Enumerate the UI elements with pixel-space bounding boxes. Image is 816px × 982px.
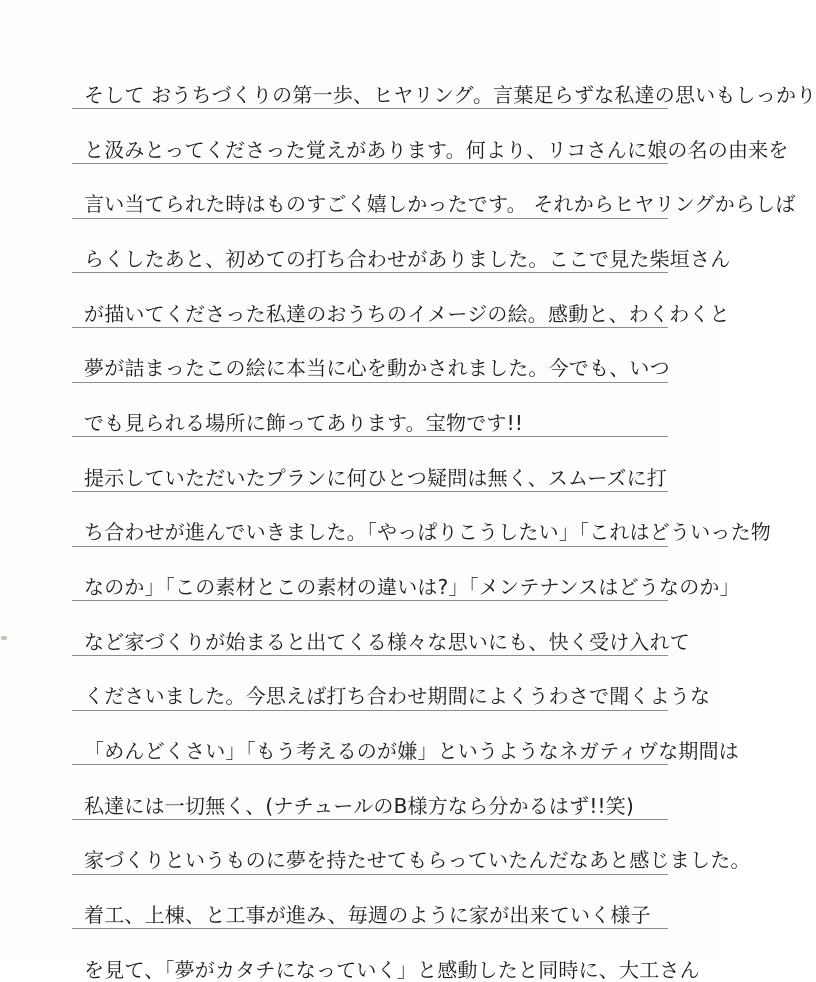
handwritten-line: なのか」「この素材とこの素材の違いは?」「メンテナンスはどうなのか」	[84, 575, 740, 599]
ruled-line	[72, 764, 668, 765]
handwritten-line: を見て、「夢がカタチになっていく」と感動したと同時に、大工さん	[84, 958, 700, 982]
ruled-line	[72, 327, 668, 328]
ruled-line	[72, 874, 668, 875]
handwritten-line: が描いてくださった私達のおうちのイメージの絵。感動と、わくわくと	[84, 302, 730, 326]
ruled-line	[72, 108, 668, 109]
ruled-line	[72, 819, 668, 820]
ruled-line	[72, 710, 668, 711]
ruled-line	[72, 382, 668, 383]
handwritten-line: 提示していただいたプランに何ひとつ疑問は無く、スムーズに打	[84, 466, 667, 490]
ruled-line	[72, 928, 668, 929]
handwritten-line: 私達には一切無く、(ナチュールのB様方なら分かるはず!!笑)	[84, 794, 634, 818]
handwritten-line: 「めんどくさい」「もう考えるのが嫌」というようなネガティヴな期間は	[84, 739, 739, 763]
ruled-line	[72, 600, 668, 601]
handwritten-line: 夢が詰まったこの絵に本当に心を動かされました。今でも、いつ	[84, 356, 670, 380]
ruled-line	[72, 436, 668, 437]
handwritten-line: らくしたあと、初めての打ち合わせがありました。ここで見た柴垣さん	[84, 247, 731, 271]
handwritten-line: 家づくりというものに夢を持たせてもらっていたんだなあと感じました。	[84, 848, 751, 872]
ruled-line	[72, 655, 668, 656]
ruled-line	[72, 491, 668, 492]
ruled-line	[72, 163, 668, 164]
handwritten-line: など家づくりが始まると出てくる様々な思いにも、快く受け入れて	[84, 630, 690, 654]
paper-edge-mark	[1, 636, 7, 640]
handwritten-line: そして おうちづくりの第一歩、ヒヤリング。言葉足らずな私達の思いもしっかり	[84, 83, 816, 107]
handwritten-line: くださいました。今思えば打ち合わせ期間によくうわさで聞くような	[84, 684, 711, 708]
handwritten-line: でも見られる場所に飾ってあります。宝物です!!	[84, 411, 524, 435]
handwritten-line: ち合わせが進んでいきました。「やっぱりこうしたい」「これはどういった物	[84, 520, 771, 544]
ruled-line	[72, 272, 668, 273]
handwritten-line: 言い当てられた時はものすごく嬉しかったです。 それからヒヤリングからしば	[84, 192, 796, 216]
handwritten-line: と汲みとってくださった覚えがあります。何より、リコさんに娘の名の由来を	[84, 138, 789, 162]
handwritten-line: 着工、上棟、と工事が進み、毎週のように家が出来ていく様子	[84, 903, 651, 927]
ruled-line	[72, 218, 668, 219]
ruled-line	[72, 546, 668, 547]
